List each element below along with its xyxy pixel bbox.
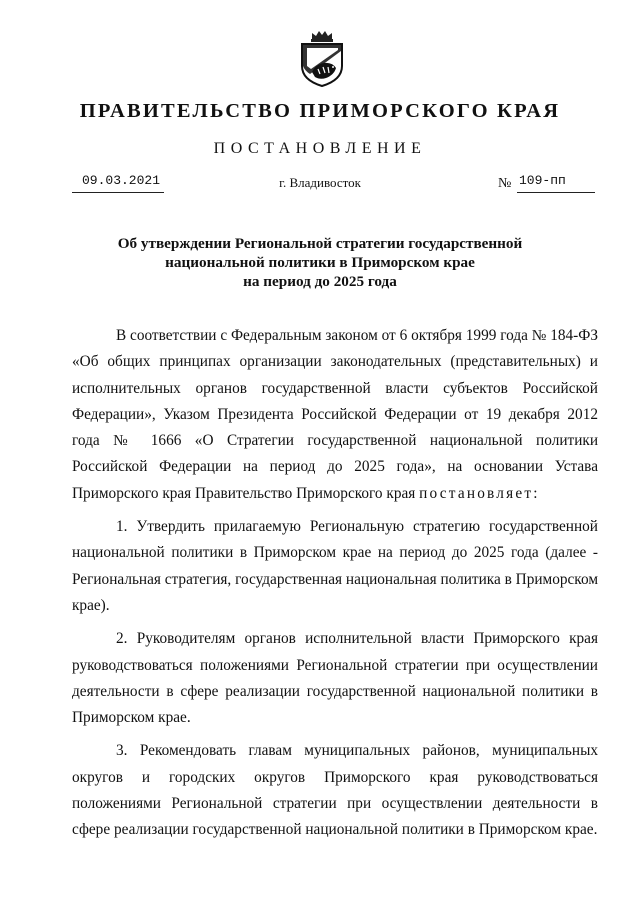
coat-of-arms-icon xyxy=(298,30,346,88)
list-item: 1. Утвердить прилагаемую Региональную стратегию государственной национальной политики в Приморском крае на период до 2025 года (далее - Региональная стратегия, государственная национальная политика в Приморском крае). xyxy=(72,518,598,614)
number-underline xyxy=(517,192,595,193)
government-title: ПРАВИТЕЛЬСТВО ПРИМОРСКОГО КРАЯ xyxy=(79,100,561,122)
list-item: 3. Рекомендовать главам муниципальных районов, муниципальных округов и городских округов Приморского края руководствоваться положениями Региональной стратегии при осуществлении деятельности в сфере реализации государственной национальной политики в Приморском крае. xyxy=(72,742,598,839)
list-item: 2. Руководителям органов исполнительной власти Приморского края руководствоваться положениями Региональной стратегии при осуществлении деятельности в сфере реализации государственной национальной политики в Приморском крае. xyxy=(72,630,598,727)
document-number: 109-пп xyxy=(519,173,566,188)
number-sign: № xyxy=(498,176,512,191)
document-date: 09.03.2021 xyxy=(81,173,160,188)
document-type: ПОСТАНОВЛЕНИЕ xyxy=(213,140,427,157)
document-heading xyxy=(0,234,640,291)
document-city: г. Владивосток xyxy=(279,175,361,190)
document-body xyxy=(72,323,598,851)
decree-word: постановляет: xyxy=(419,484,540,502)
heading-line: на период до 2025 года xyxy=(243,273,397,290)
date-underline xyxy=(72,192,164,193)
preamble-paragraph xyxy=(72,323,598,507)
heading-line: национальной политики в Приморском крае xyxy=(165,254,475,271)
preamble-text: В соответствии с Федеральным законом от 6 октября 1999 года № 184-ФЗ «Об общих принципах организации законодательных (представительных) и исполнительных органов государственной власти субъектов Российской Федерации», Указом Президента Российской Федерации от 19 декабря 2012 года № 1666 «О Стратегии государственной национальной политики Российской Федерации на период до 2025 года», на основании Устава Приморского края Правительство Приморского края xyxy=(72,327,598,502)
heading-line: Об утверждении Региональной стратегии государственной xyxy=(117,235,523,252)
